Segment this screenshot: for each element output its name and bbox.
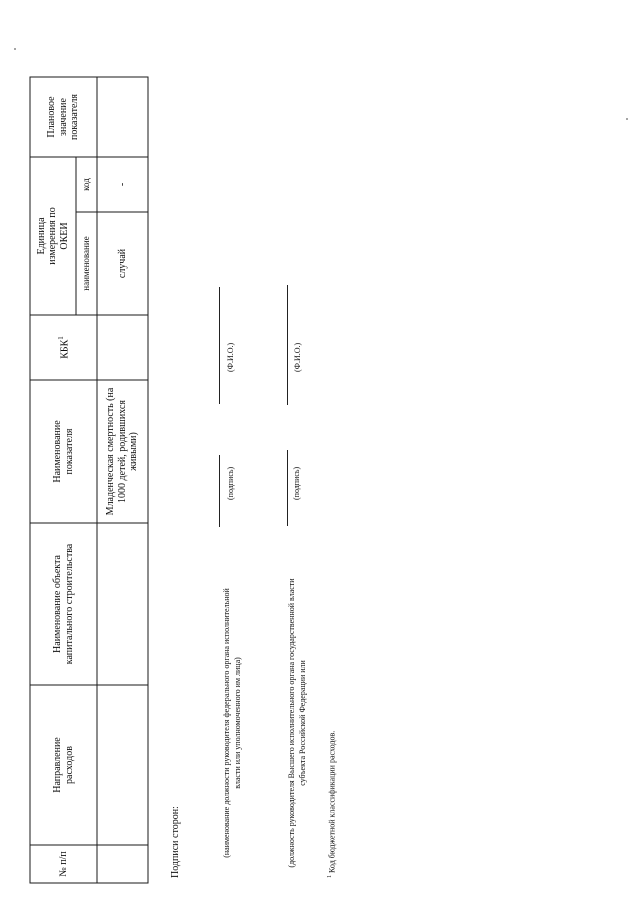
party1-sign-line — [219, 455, 220, 527]
party2-sign-label: (подпись) — [292, 466, 301, 500]
header-kbk-text — [57, 336, 71, 359]
header-object-text: Наименование объекта капитального строительства — [52, 543, 75, 665]
header-direction-text: Направление расходов — [52, 737, 75, 793]
header-planned-text: Плановое значение показателя — [46, 93, 81, 141]
party1-fio-line — [219, 287, 220, 404]
header-indicator-text: Наименование показателя — [52, 420, 75, 483]
kbk-label: КБК — [58, 339, 70, 359]
row-unit-code-text: - — [116, 182, 128, 187]
header-unit-code-text: код — [81, 178, 92, 191]
party2-caption: (должность руководителя Высшего исполнительного органа государственной власти субъекта Российской Федерации или — [287, 578, 307, 868]
party2-sign-line — [287, 450, 288, 526]
party1-caption: (наименование должности руководителя федерального органа исполнительной власти или уполномоченного им лица) — [222, 588, 242, 858]
party2-fio-label: (Ф.И.О.) — [293, 342, 302, 372]
footnote — [327, 731, 337, 878]
signatures-heading: Подписи сторон: — [170, 806, 181, 878]
row-indicator-text: Младенческая смертность (на 1000 детей, родившихся живыми) — [105, 387, 140, 516]
party2-fio-line — [287, 285, 288, 405]
party1-sign-label: (подпись) — [226, 466, 235, 500]
footnote-text: Код бюджетной классификации расходов. — [327, 730, 337, 873]
footnote-mark: 1 — [327, 875, 333, 878]
party1-fio-label: (Ф.И.О.) — [226, 342, 235, 372]
header-unit-name-text: наименование — [81, 236, 92, 291]
row-unit-name-text: случай — [116, 248, 128, 279]
header-unit-group-text: Единица измерения по ОКЕИ — [35, 207, 70, 265]
header-num-text: № п/п — [57, 851, 69, 877]
kbk-footnote-mark: 1 — [56, 336, 65, 340]
